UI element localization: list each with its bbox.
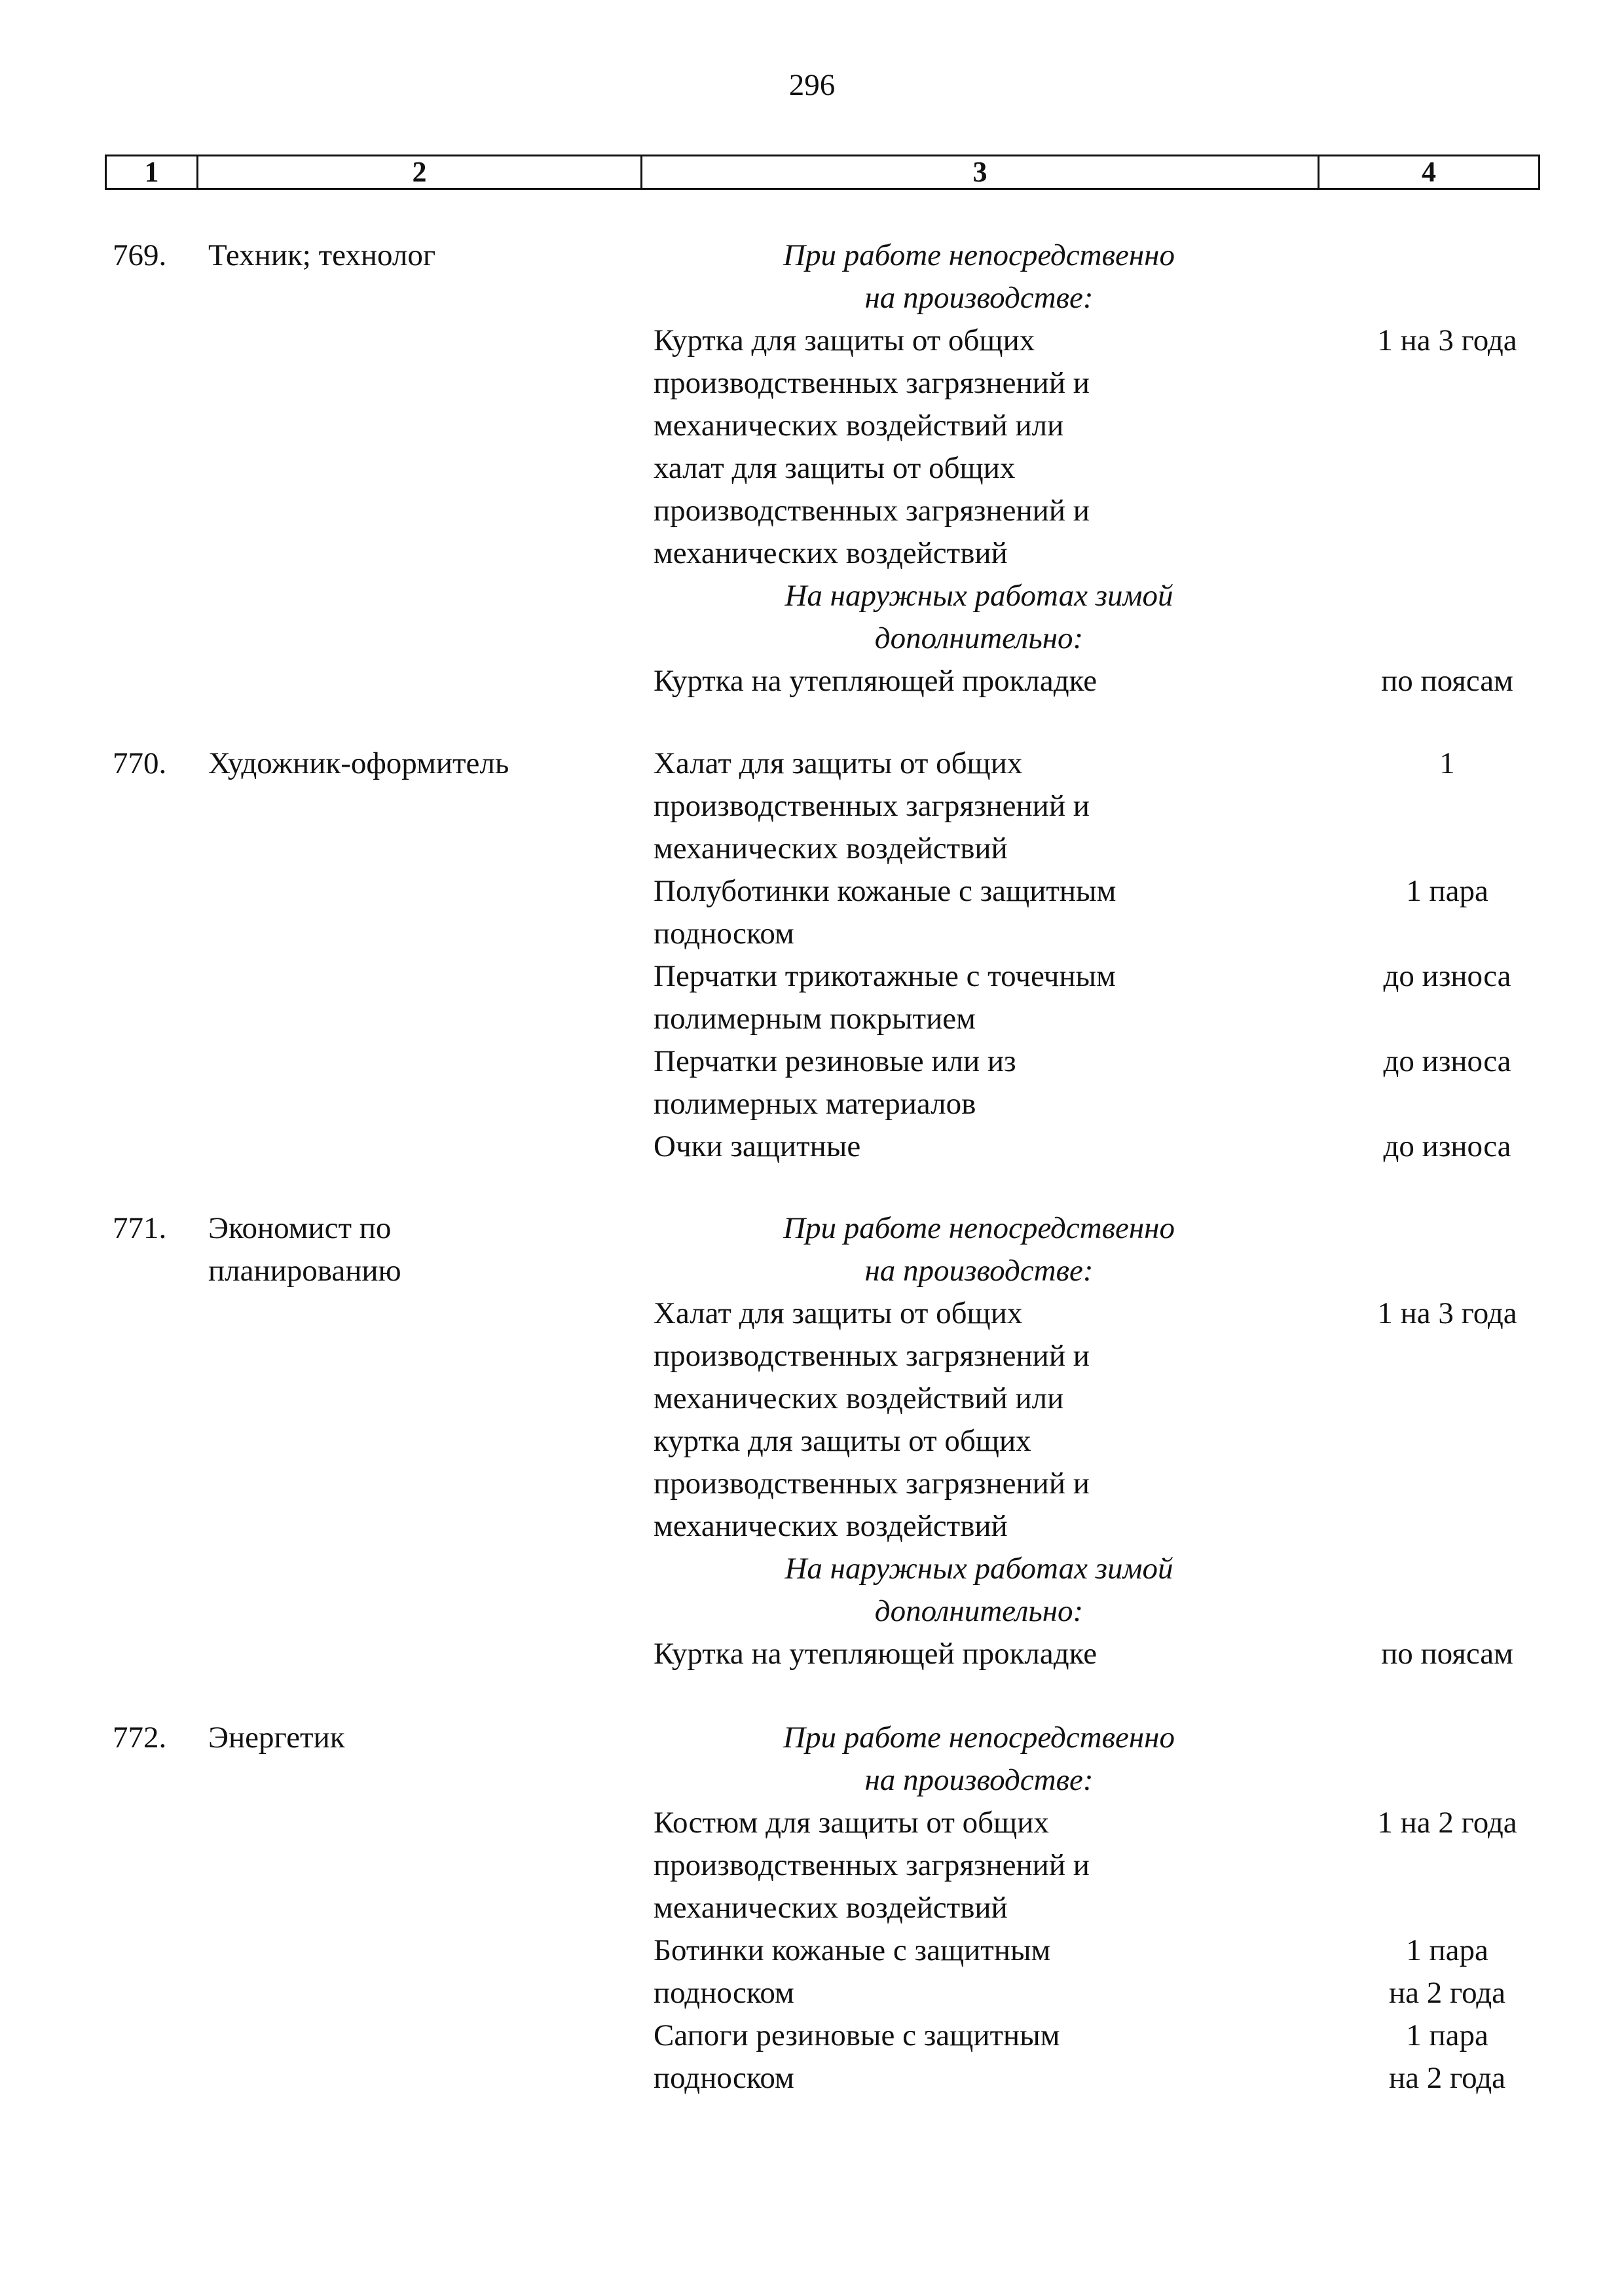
item-line: Сапоги резиновые с защитным: [654, 2018, 1060, 2052]
item-line: механических воздействий или: [654, 409, 1064, 443]
norm-line: 1 на 3 года: [1377, 1296, 1517, 1330]
item-name: [654, 870, 1243, 955]
condition-line: При работе непосредственно: [783, 238, 1175, 272]
occupation-line: Энергетик: [208, 1721, 345, 1755]
issue-norm: [1336, 870, 1559, 913]
issued-items: [0, 1207, 1624, 1675]
column-header-1: 1: [107, 156, 198, 188]
norm-line: 1: [1439, 746, 1455, 780]
issue-norm: [1336, 1292, 1559, 1335]
item-line: Куртка для защиты от общих: [654, 323, 1035, 357]
item-line: полимерных материалов: [654, 1087, 976, 1121]
item-line: куртка для защиты от общих: [654, 1424, 1031, 1458]
column-header-row: [105, 155, 1540, 190]
occupation-line: Художник-оформитель: [208, 746, 509, 780]
page-number: 296: [788, 68, 836, 102]
row-number: 771.: [113, 1211, 167, 1245]
condition-line: На наружных работах зимой: [784, 1552, 1173, 1586]
item-row: [0, 2014, 1624, 2100]
item-name: [654, 319, 1243, 575]
item-line: механических воздействий или: [654, 1381, 1064, 1415]
work-condition: [648, 234, 1310, 319]
item-line: халат для защиты от общих: [654, 451, 1016, 485]
occupation-line: планированию: [208, 1254, 401, 1288]
condition-line: на производстве:: [864, 1763, 1094, 1797]
item-name: [654, 1929, 1243, 2014]
issue-norm: [1336, 1633, 1559, 1675]
item-line: подноском: [654, 917, 794, 951]
condition-line: При работе непосредственно: [783, 1211, 1175, 1245]
item-line: производственных загрязнений и: [654, 366, 1090, 400]
item-line: производственных загрязнений и: [654, 789, 1090, 823]
issue-norm: [1336, 1040, 1559, 1083]
item-row: [0, 1802, 1624, 1929]
item-name: [654, 1292, 1243, 1548]
item-row: [0, 870, 1624, 955]
item-name: [654, 1040, 1243, 1125]
item-line: Ботинки кожаные с защитным: [654, 1933, 1051, 1967]
condition-line: дополнительно:: [874, 621, 1084, 655]
item-line: Халат для защиты от общих: [654, 746, 1023, 780]
issue-norm: [1336, 660, 1559, 702]
condition-line: дополнительно:: [874, 1594, 1084, 1628]
issue-norm: [1336, 955, 1559, 998]
work-condition: [648, 1717, 1310, 1802]
column-header-2: 2: [198, 156, 642, 188]
item-line: Перчатки резиновые или из: [654, 1044, 1016, 1078]
item-row: [0, 1125, 1624, 1168]
item-name: [654, 1125, 1243, 1168]
item-name: [654, 1802, 1243, 1929]
issue-norm: [1336, 2014, 1559, 2100]
item-row: [0, 1633, 1624, 1675]
item-line: механических воздействий: [654, 1891, 1008, 1925]
item-row: [0, 1929, 1624, 2014]
occupation-line: Техник; технолог: [208, 238, 436, 272]
item-line: Куртка на утепляющей прокладке: [654, 664, 1098, 698]
norm-line: на 2 года: [1388, 2061, 1506, 2095]
norm-line: 1 на 3 года: [1377, 323, 1517, 357]
item-line: подноском: [654, 2061, 794, 2095]
norm-line: 1 пара: [1406, 2018, 1488, 2052]
norm-line: до износа: [1383, 1044, 1511, 1078]
issue-norm: [1336, 742, 1559, 785]
item-line: полимерным покрытием: [654, 1002, 976, 1036]
item-name: [654, 1633, 1243, 1675]
item-line: Полуботинки кожаные с защитным: [654, 874, 1116, 908]
item-line: механических воздействий: [654, 1509, 1008, 1543]
row-number: 769.: [113, 238, 167, 272]
column-header-4: 4: [1422, 156, 1436, 188]
item-line: Куртка на утепляющей прокладке: [654, 1637, 1098, 1671]
column-header-3: 3: [642, 156, 1320, 188]
occupation-line: Экономист по: [208, 1211, 392, 1245]
item-line: производственных загрязнений и: [654, 1339, 1090, 1373]
issue-norm: [1336, 1802, 1559, 1844]
item-line: производственных загрязнений и: [654, 1848, 1090, 1882]
item-row: [0, 742, 1624, 870]
item-row: [0, 1040, 1624, 1125]
condition-row: [0, 1207, 1624, 1292]
item-line: производственных загрязнений и: [654, 494, 1090, 528]
item-name: [654, 742, 1243, 870]
item-name: [654, 660, 1243, 702]
row-number: 772.: [113, 1721, 167, 1755]
item-line: Халат для защиты от общих: [654, 1296, 1023, 1330]
work-condition: [648, 575, 1310, 660]
condition-row: [0, 1717, 1624, 1802]
item-row: [0, 1292, 1624, 1548]
item-line: подноском: [654, 1976, 794, 2010]
condition-line: При работе непосредственно: [783, 1721, 1175, 1755]
issued-items: [0, 742, 1624, 1168]
item-name: [654, 2014, 1243, 2100]
issued-items: [0, 1717, 1624, 2100]
work-condition: [648, 1207, 1310, 1292]
norm-line: по поясам: [1381, 1637, 1513, 1671]
item-row: [0, 955, 1624, 1040]
norm-line: до износа: [1383, 1129, 1511, 1163]
norm-line: 1 пара: [1406, 874, 1488, 908]
item-line: механических воздействий: [654, 536, 1008, 570]
condition-row: [0, 575, 1624, 660]
norm-line: по поясам: [1381, 664, 1513, 698]
norm-line: 1 на 2 года: [1377, 1806, 1517, 1840]
row-number: 770.: [113, 746, 167, 780]
item-line: механических воздействий: [654, 831, 1008, 866]
item-name: [654, 955, 1243, 1040]
norm-line: 1 пара: [1406, 1933, 1488, 1967]
condition-line: на производстве:: [864, 1254, 1094, 1288]
issue-norm: [1336, 319, 1559, 362]
issued-items: [0, 234, 1624, 702]
norm-line: до износа: [1383, 959, 1511, 993]
item-line: Очки защитные: [654, 1129, 861, 1163]
item-line: Перчатки трикотажные с точечным: [654, 959, 1116, 993]
issue-norm: [1336, 1125, 1559, 1168]
work-condition: [648, 1548, 1310, 1633]
item-row: [0, 660, 1624, 702]
issue-norm: [1336, 1929, 1559, 2014]
item-row: [0, 319, 1624, 575]
condition-row: [0, 234, 1624, 319]
item-line: Костюм для защиты от общих: [654, 1806, 1049, 1840]
item-line: производственных загрязнений и: [654, 1467, 1090, 1501]
condition-row: [0, 1548, 1624, 1633]
condition-line: На наружных работах зимой: [784, 579, 1173, 613]
norm-line: на 2 года: [1388, 1976, 1506, 2010]
condition-line: на производстве:: [864, 281, 1094, 315]
